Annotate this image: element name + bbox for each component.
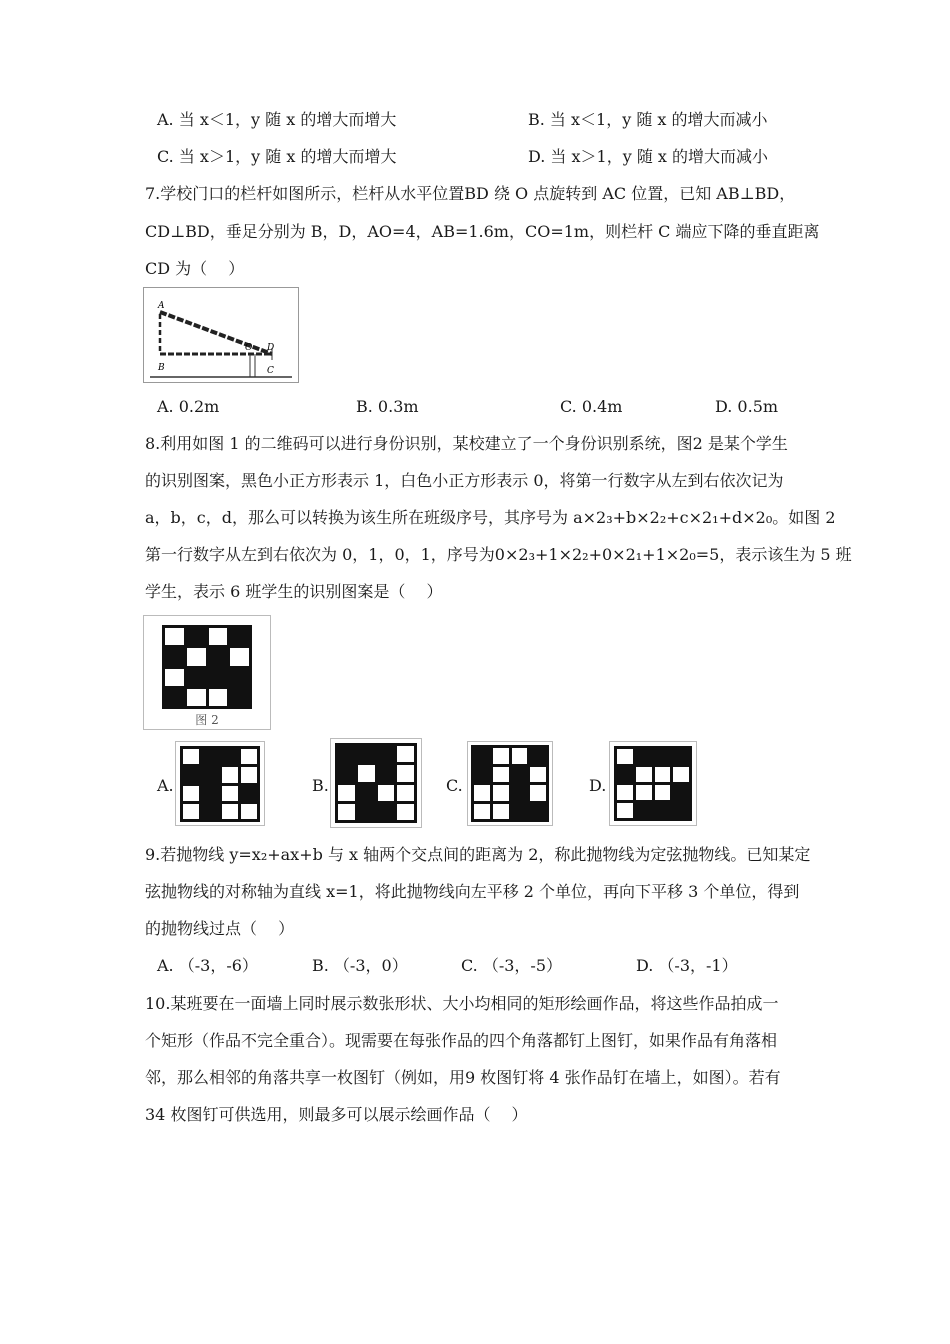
- grid-cell: [673, 767, 689, 782]
- grid-cell: [358, 785, 375, 801]
- grid-cell: [617, 803, 633, 818]
- grid-cell: [230, 669, 249, 686]
- q10-line-1: 10.某班要在一面墙上同时展示数张形状、大小均相同的矩形绘画作品，将这些作品拍成一: [145, 994, 779, 1013]
- q7-option-c: C. 0.4m: [560, 397, 623, 416]
- grid-cell: [512, 785, 528, 801]
- q7-line-1: 7.学校门口的栏杆如图所示，栏杆从水平位置BD 绕 O 点旋转到 AC 位置，已知 AB⊥BD，: [145, 184, 796, 203]
- label-c: C: [267, 366, 274, 376]
- q8-option-a-frame: [175, 741, 265, 826]
- grid-cell: [655, 767, 671, 782]
- grid-cell: [397, 804, 414, 820]
- q10-line-3: 邻，那么相邻的角落共享一枚图钉（例如，用9 枚图钉将 4 张作品钉在墙上，如图）。若有: [145, 1068, 781, 1087]
- q9-line-2: 弦抛物线的对称轴为直线 x=1，将此抛物线向左平移 2 个单位，再向下平移 3 个单位，得到: [145, 882, 800, 901]
- grid-cell: [209, 669, 228, 686]
- grid-cell: [397, 746, 414, 762]
- grid-cell: [183, 767, 199, 782]
- label-o: O: [245, 343, 253, 353]
- q8-option-b-frame: [330, 738, 422, 828]
- q6-option-b: B. 当 x＜1，y 随 x 的增大而减小: [528, 110, 768, 129]
- grid-cell: [655, 803, 671, 818]
- grid-cell: [530, 767, 546, 783]
- q8-option-a-grid: [180, 746, 260, 822]
- grid-cell: [530, 804, 546, 820]
- grid-cell: [187, 689, 206, 706]
- q8-option-c-frame: [467, 741, 553, 826]
- grid-cell: [202, 749, 218, 764]
- grid-cell: [512, 748, 528, 764]
- grid-cell: [202, 786, 218, 801]
- grid-cell: [183, 749, 199, 764]
- grid-cell: [202, 804, 218, 819]
- grid-cell: [230, 648, 249, 665]
- q8-line-3: a，b，c，d，那么可以转换为该生所在班级序号，其序号为 a×2₃+b×2₂+c×2₁+d×2₀。如图 2: [145, 508, 836, 527]
- grid-cell: [338, 804, 355, 820]
- q8-figure-2: [143, 615, 271, 730]
- grid-cell: [673, 749, 689, 764]
- grid-cell: [358, 765, 375, 781]
- grid-cell: [617, 749, 633, 764]
- grid-cell: [230, 689, 249, 706]
- grid-cell: [358, 746, 375, 762]
- grid-cell: [636, 767, 652, 782]
- grid-cell: [358, 804, 375, 820]
- grid-cell: [165, 648, 184, 665]
- grid-cell: [202, 767, 218, 782]
- grid-cell: [397, 765, 414, 781]
- grid-cell: [338, 785, 355, 801]
- grid-cell: [222, 767, 238, 782]
- grid-cell: [241, 786, 257, 801]
- q9-line-3: 的抛物线过点（ ）: [145, 919, 295, 938]
- q8-line-2: 的识别图案，黑色小正方形表示 1，白色小正方形表示 0，将第一行数字从左到右依次记为: [145, 471, 784, 490]
- grid-cell: [493, 767, 509, 783]
- q9-option-d: D. （-3，-1）: [636, 956, 738, 975]
- grid-cell: [673, 803, 689, 818]
- grid-cell: [617, 785, 633, 800]
- q6-option-a: A. 当 x＜1，y 随 x 的增大而增大: [157, 110, 397, 129]
- grid-cell: [655, 785, 671, 800]
- grid-cell: [617, 767, 633, 782]
- grid-cell: [378, 804, 395, 820]
- q8-option-c-grid: [471, 745, 549, 822]
- grid-cell: [636, 749, 652, 764]
- grid-cell: [222, 804, 238, 819]
- q9-option-a: A. （-3，-6）: [157, 956, 258, 975]
- fig2-caption: 图 2: [195, 713, 219, 727]
- grid-cell: [241, 804, 257, 819]
- q7-line-3: CD 为（ ）: [145, 259, 245, 278]
- grid-cell: [397, 785, 414, 801]
- q7-option-d: D. 0.5m: [715, 397, 779, 416]
- grid-cell: [378, 765, 395, 781]
- barrier-diagram: [144, 288, 298, 382]
- grid-cell: [241, 767, 257, 782]
- grid-cell: [636, 785, 652, 800]
- grid-cell: [241, 749, 257, 764]
- grid-cell: [636, 803, 652, 818]
- grid-cell: [512, 767, 528, 783]
- grid-cell: [338, 765, 355, 781]
- grid-cell: [673, 785, 689, 800]
- grid-cell: [530, 785, 546, 801]
- q8-option-d-label: D.: [589, 776, 607, 795]
- grid-cell: [378, 785, 395, 801]
- grid-cell: [187, 648, 206, 665]
- grid-cell: [493, 785, 509, 801]
- q10-line-4: 34 枚图钉可供选用，则最多可以展示绘画作品（ ）: [145, 1105, 528, 1124]
- q8-option-c-label: C.: [446, 776, 463, 795]
- grid-cell: [338, 746, 355, 762]
- q8-line-4: 第一行数字从左到右依次为 0，1，0，1，序号为0×2₃+1×2₂+0×2₁+1×2₀=5，表示该生为 5 班: [145, 545, 852, 564]
- grid-cell: [230, 628, 249, 645]
- grid-cell: [474, 748, 490, 764]
- q8-option-d-frame: [609, 741, 697, 826]
- grid-cell: [165, 628, 184, 645]
- grid-cell: [655, 749, 671, 764]
- grid-cell: [512, 804, 528, 820]
- q8-option-b-label: B.: [312, 776, 329, 795]
- grid-cell: [493, 804, 509, 820]
- grid-cell: [187, 628, 206, 645]
- fig2-pattern-grid: [162, 625, 252, 709]
- grid-cell: [530, 748, 546, 764]
- q7-option-b: B. 0.3m: [356, 397, 419, 416]
- grid-cell: [474, 785, 490, 801]
- q8-option-d-grid: [614, 746, 692, 821]
- q8-line-5: 学生，表示 6 班学生的识别图案是（ ）: [145, 582, 443, 601]
- q9-line-1: 9.若抛物线 y=x₂+ax+b 与 x 轴两个交点间的距离为 2，称此抛物线为定弦抛物线。已知某定: [145, 845, 811, 864]
- grid-cell: [165, 669, 184, 686]
- label-d: D: [267, 343, 275, 353]
- q9-option-b: B. （-3，0）: [312, 956, 408, 975]
- grid-cell: [209, 628, 228, 645]
- grid-cell: [209, 689, 228, 706]
- q7-line-2: CD⊥BD，垂足分别为 B，D，AO=4，AB=1.6m，CO=1m，则栏杆 C 端应下降的垂直距离: [145, 222, 820, 241]
- q10-line-2: 个矩形（作品不完全重合）。现需要在每张作品的四个角落都钉上图钉，如果作品有角落相: [145, 1031, 778, 1050]
- q8-line-1: 8.利用如图 1 的二维码可以进行身份识别，某校建立了一个身份识别系统，图2 是某个学生: [145, 434, 788, 453]
- grid-cell: [474, 767, 490, 783]
- q7-option-a: A. 0.2m: [157, 397, 220, 416]
- grid-cell: [183, 804, 199, 819]
- grid-cell: [165, 689, 184, 706]
- q6-option-d: D. 当 x＞1，y 随 x 的增大而减小: [528, 147, 769, 166]
- q8-option-b-grid: [335, 743, 417, 823]
- label-a: A: [158, 301, 165, 311]
- q9-option-c: C. （-3，-5）: [461, 956, 563, 975]
- q7-figure: [143, 287, 299, 383]
- label-b: B: [158, 363, 165, 373]
- q6-option-c: C. 当 x＞1，y 随 x 的增大而增大: [157, 147, 397, 166]
- grid-cell: [222, 786, 238, 801]
- grid-cell: [493, 748, 509, 764]
- grid-cell: [222, 749, 238, 764]
- grid-cell: [209, 648, 228, 665]
- grid-cell: [187, 669, 206, 686]
- grid-cell: [474, 804, 490, 820]
- grid-cell: [183, 786, 199, 801]
- q8-option-a-label: A.: [157, 776, 174, 795]
- grid-cell: [378, 746, 395, 762]
